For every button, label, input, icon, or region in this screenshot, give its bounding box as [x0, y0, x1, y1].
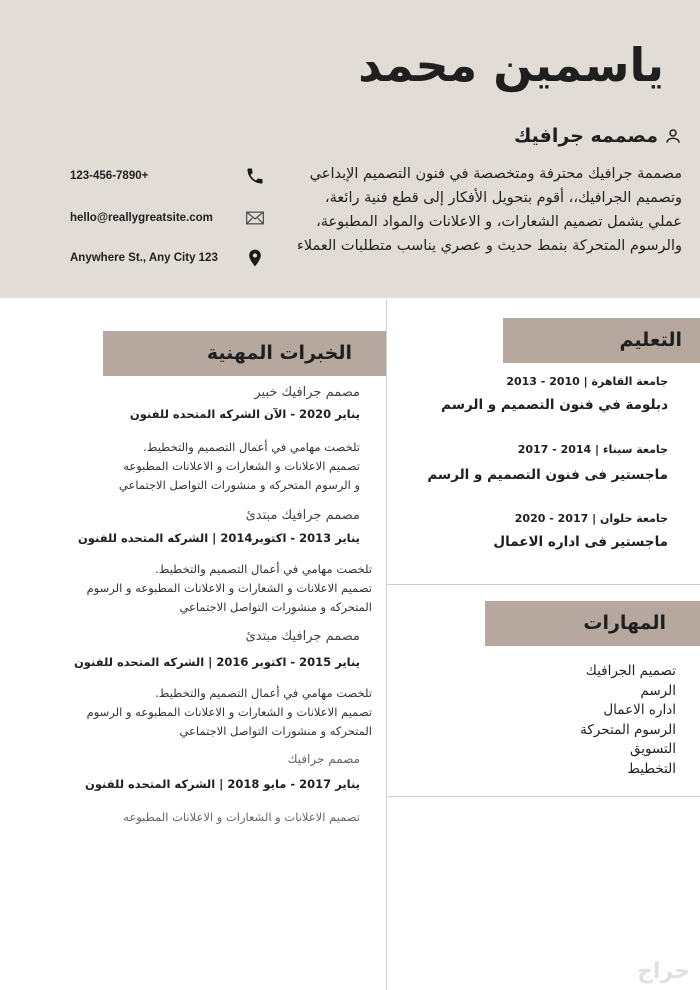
experience-line: تصميم الاعلانات و الشعارات و الاعلانات المطبوعه [123, 459, 360, 473]
skills-bottom-divider [386, 796, 700, 797]
profile-summary: مصممة جرافيك محترفة ومتخصصة في فنون التصميم الإبداعي وتصميم الجرافيك،، أقوم بتحويل الأفكار إلى قطع فنية رائعة، عملي يشمل تصميم الشعارات، و الاعلانات والمواد المطبوعة، والرسوم المتحركة بنمط حديث و عصري يناسب متطلبات العملاء [297, 166, 682, 254]
skills-title: المهارات [583, 612, 666, 634]
job-role-label: مصممه جرافيك [513, 125, 658, 147]
experience-line: تلخصت مهامي في أعمال التصميم والتخطيط. [155, 686, 372, 700]
person-icon [664, 127, 682, 145]
education-item-degree: دبلومة في فنون التصميم و الرسم [441, 397, 668, 413]
skill-item: الرسم [640, 682, 676, 699]
experience-header [103, 331, 386, 376]
experience-line: تصميم الاعلانات و الشعارات و الاعلانات المطبوعه و الرسوم [86, 705, 372, 719]
skill-item: الرسوم المتحركة [580, 721, 676, 738]
experience-line: تصميم الاعلانات و الشعارات و الاعلانات المطبوعه [123, 810, 360, 824]
experience-job-description [30, 808, 360, 827]
skill-item: التسويق [630, 741, 676, 757]
address-text: Anywhere St., Any City 123 [70, 252, 218, 264]
experience-job-title: مصمم جرافيك [287, 752, 360, 766]
experience-job-title: مصمم جرافيك مبتدئ [245, 508, 360, 523]
watermark: حراج [637, 959, 690, 984]
education-item-degree: ماجستير فى اداره الاعمال [493, 534, 668, 550]
education-skills-divider [386, 584, 700, 585]
email-text: hello@reallygreatsite.com [70, 212, 213, 224]
experience-job-description [42, 684, 372, 741]
education-item-meta: جامعة سيناء | 2014 - 2017 [517, 443, 668, 456]
person-name: ياسمين محمد [358, 38, 664, 92]
education-title: التعليم [619, 329, 682, 351]
experience-job-meta: يناير 2020 - الآن الشركه المتحده للفنون [129, 407, 360, 421]
experience-job-title: مصمم جرافيك مبتدئ [245, 629, 360, 644]
experience-title: الخبرات المهنية [206, 342, 352, 364]
experience-line: تصميم الاعلانات و الشعارات و الاعلانات المطبوعه و الرسوم [86, 581, 372, 595]
education-header [503, 318, 700, 363]
education-item-degree: ماجستير فى فنون التصميم و الرسم [427, 467, 668, 483]
experience-line: المتحركه و منشورات التواصل الاجتماعي [179, 724, 372, 738]
experience-job-meta: يناير 2017 - مايو 2018 | الشركه المتحده للفنون [85, 777, 360, 791]
experience-line: تلخصت مهامي في أعمال التصميم والتخطيط. [143, 440, 360, 454]
education-item-meta: جامعة القاهرة | 2010 - 2013 [506, 375, 668, 388]
phone-icon [245, 166, 265, 186]
contact-phone [70, 163, 265, 189]
mail-icon [245, 208, 265, 228]
phone-text: 123-456-7890+ [70, 170, 149, 182]
experience-job-description [42, 560, 372, 617]
location-pin-icon [245, 248, 265, 268]
education-item-meta: جامعة حلوان | 2017 - 2020 [514, 512, 668, 525]
skills-header [485, 601, 700, 646]
skill-item: تصميم الجرافيك [585, 663, 676, 679]
experience-job-meta: يناير 2015 - اكتوبر 2016 | الشركه المتحده للفنون [73, 655, 360, 669]
experience-line: و الرسوم المتحركه و منشورات التواصل الاجتماعي [118, 478, 360, 492]
contact-address [70, 245, 265, 271]
experience-line: المتحركه و منشورات التواصل الاجتماعي [179, 600, 372, 614]
experience-job-description [30, 438, 360, 495]
skill-item: التخطيط [627, 760, 676, 777]
skills-list [476, 662, 676, 779]
experience-job-meta: يناير 2013 - اكتوبر2014 | الشركه المتحده للفنون [77, 531, 360, 545]
header-divider [0, 298, 700, 299]
skill-item: اداره الاعمال [603, 702, 676, 718]
contact-email [70, 205, 265, 231]
experience-job-title: مصمم جرافيك خبير [254, 385, 360, 400]
experience-line: تلخصت مهامي في أعمال التصميم والتخطيط. [155, 562, 372, 576]
job-role [382, 125, 682, 147]
